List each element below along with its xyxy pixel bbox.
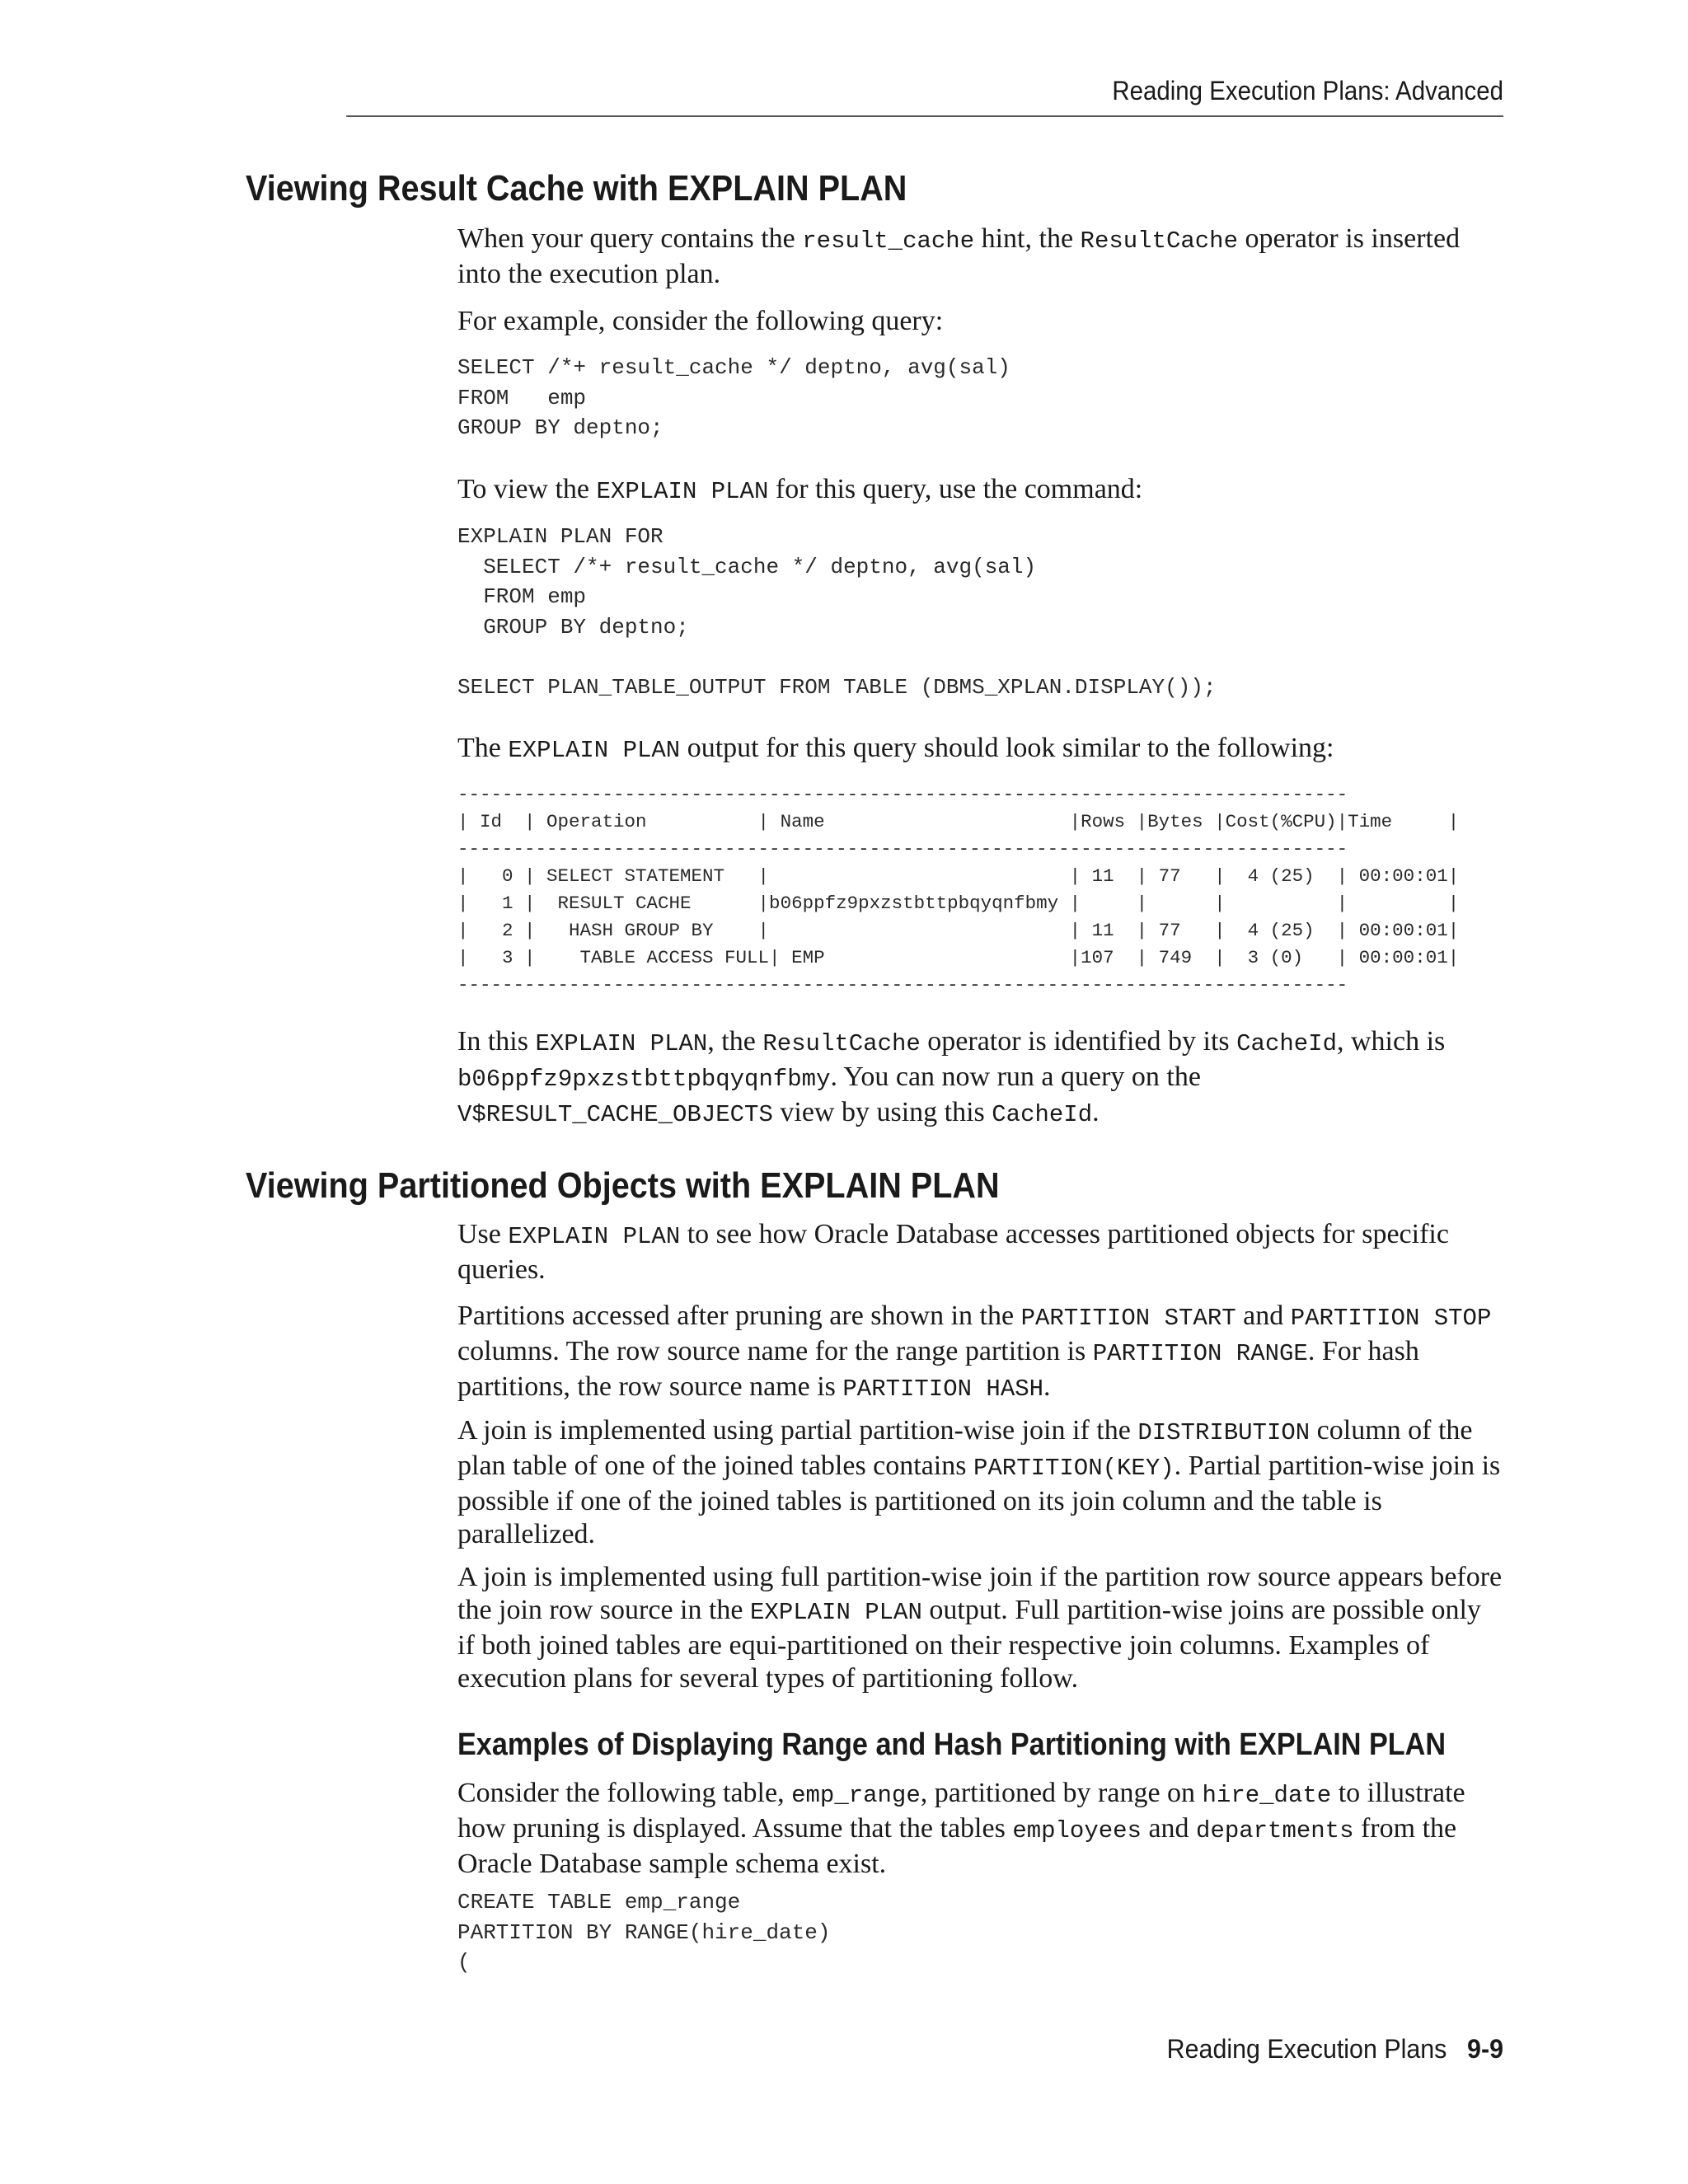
code-term: PARTITION STOP — [1290, 1305, 1492, 1332]
text-run: , partitioned by range on — [920, 1778, 1203, 1808]
code-term: ResultCache — [1080, 227, 1238, 255]
paragraph-emp-range-table — [457, 1777, 1504, 1881]
text-run: hint, the — [974, 223, 1081, 254]
text-run: and — [1236, 1301, 1291, 1331]
text-run: from the Oracle Database sample schema exist. — [457, 1813, 1457, 1879]
text-run: for this query, use the command: — [768, 474, 1143, 504]
section-heading-partitioned-objects: Viewing Partitioned Objects with EXPLAIN PLAN — [246, 1165, 1000, 1206]
text-run: . You can now run a query on the — [830, 1062, 1201, 1092]
code-term: EXPLAIN PLAN — [750, 1599, 922, 1626]
footer-title: Reading Execution Plans — [1166, 2034, 1447, 2064]
paragraph-plan-output-intro — [457, 732, 1504, 767]
section-heading-result-cache: Viewing Result Cache with EXPLAIN PLAN — [246, 168, 907, 209]
text-run: , which is — [1336, 1026, 1446, 1057]
text-run: To view the — [457, 474, 597, 504]
code-term: hire_date — [1202, 1782, 1332, 1809]
text-run: operator is identified by its — [920, 1026, 1237, 1057]
code-term: PARTITION RANGE — [1092, 1340, 1308, 1367]
code-term: DISTRIBUTION — [1137, 1419, 1311, 1446]
text-run: columns. The row source name for the range partition is — [457, 1336, 1093, 1366]
paragraph-result-cache-intro — [457, 223, 1504, 291]
text-run: Consider the following table, — [457, 1778, 792, 1808]
code-term: EXPLAIN PLAN — [535, 1030, 708, 1057]
running-header: Reading Execution Plans: Advanced — [346, 73, 1503, 117]
code-term: V$RESULT_CACHE_OBJECTS — [457, 1101, 773, 1128]
paragraph-full-partition-join — [457, 1561, 1504, 1695]
code-term: PARTITION START — [1020, 1305, 1236, 1332]
text-run: When your query contains the — [457, 223, 803, 254]
paragraph-view-explain-plan — [457, 473, 1504, 509]
text-run: . — [1043, 1371, 1051, 1402]
text-run: A join is implemented using full partition-wise join if the partition row source appears before the join row source in the — [457, 1562, 1503, 1625]
code-block-select-query: SELECT /*+ result_cache */ deptno, avg(sal) FROM emp GROUP BY deptno; — [457, 355, 1010, 440]
paragraph-partition-pruning — [457, 1300, 1504, 1406]
text-run: output for this query should look similar to the following: — [680, 733, 1334, 763]
text-run: . For hash partitions, the row source name is — [457, 1336, 1419, 1402]
paragraph-cache-id — [457, 1025, 1504, 1132]
code-term: PARTITION(KEY) — [973, 1455, 1175, 1482]
text-run: operator is inserted into the execution plan. — [457, 223, 1461, 289]
text-run: Partitions accessed after pruning are shown in the — [457, 1301, 1021, 1331]
code-term: EXPLAIN PLAN — [596, 478, 769, 505]
text-run: In this — [457, 1026, 536, 1057]
running-footer — [1015, 2034, 1503, 2064]
code-term: employees — [1012, 1817, 1142, 1844]
code-term: EXPLAIN PLAN — [508, 1223, 681, 1250]
code-term: departments — [1196, 1817, 1354, 1844]
code-block-create-table: CREATE TABLE emp_range PARTITION BY RANGE(hire_date) ( — [457, 1890, 831, 1975]
text-run: . Partial partition-wise join is possible if one of the joined tables is partitioned on its join column and the table is parallelized. — [457, 1451, 1501, 1549]
text-run: to see how Oracle Database accesses partitioned objects for specific queries. — [457, 1219, 1449, 1285]
text-run: view by using this — [772, 1097, 992, 1127]
text-run: , the — [707, 1026, 763, 1057]
text-run: A join is implemented using partial partition-wise join if the — [457, 1415, 1138, 1446]
paragraph-partial-partition-join — [457, 1414, 1504, 1551]
code-term: PARTITION HASH — [842, 1376, 1044, 1403]
text-run: output. Full partition-wise joins are possible only if both joined tables are equi-partitioned on their respective join columns. Examples of execution plans for several types of partitioning follow. — [457, 1595, 1481, 1694]
text-run: The — [457, 733, 509, 763]
code-term: CacheId — [992, 1101, 1093, 1128]
code-block-explain-plan-command: EXPLAIN PLAN FOR SELECT /*+ result_cache */ deptno, avg(sal) FROM emp GROUP BY deptno; SELECT PLAN_TABLE_OUTPUT FROM TABLE (DBMS_XPLAN.DISPLAY()); — [457, 524, 1217, 700]
code-term: result_cache — [802, 227, 975, 255]
text-run: . — [1092, 1097, 1100, 1127]
code-term: b06ppfz9pxzstbttpbqyqnfbmy — [457, 1066, 831, 1093]
text-run: Use — [457, 1219, 509, 1249]
paragraph-partitioned-intro — [457, 1218, 1504, 1286]
text-run: to illustrate how pruning is displayed. Assume that the tables — [457, 1778, 1465, 1844]
code-term: EXPLAIN PLAN — [508, 737, 681, 764]
paragraph-example-query: For example, consider the following query: — [457, 306, 944, 336]
subsection-heading-range-hash-partitioning: Examples of Displaying Range and Hash Partitioning with EXPLAIN PLAN — [457, 1727, 1447, 1762]
code-term: CacheId — [1236, 1030, 1337, 1057]
code-term: ResultCache — [762, 1030, 921, 1057]
code-term: emp_range — [791, 1782, 921, 1809]
text-run: column of the plan table of one of the joined tables contains — [457, 1415, 1473, 1481]
text-run: and — [1141, 1813, 1197, 1844]
page-number: 9-9 — [1467, 2034, 1503, 2064]
explain-plan-output-table: -------------------------------------------------------------------------------- | Id | Operation | Name |Rows |Bytes |Cost(%CPU)|Time | -------------------------------------------------------------------------------- | 0 | SELECT STATEMENT | | 11 | 77 | 4 (25) | 00:00:01| | 1 | RESULT CACHE |b06ppfz9pxzstbttpbqyqnfbmy | | | | | | 2 | HASH GROUP BY | | 11 | 77 | 4 (25) | 00:00:01| | 3 | TABLE ACCESS FULL| EMP |107 | 749 | 3 (0) | 00:00:01| -------------------------------------------------------------------------------- — [457, 784, 1460, 996]
